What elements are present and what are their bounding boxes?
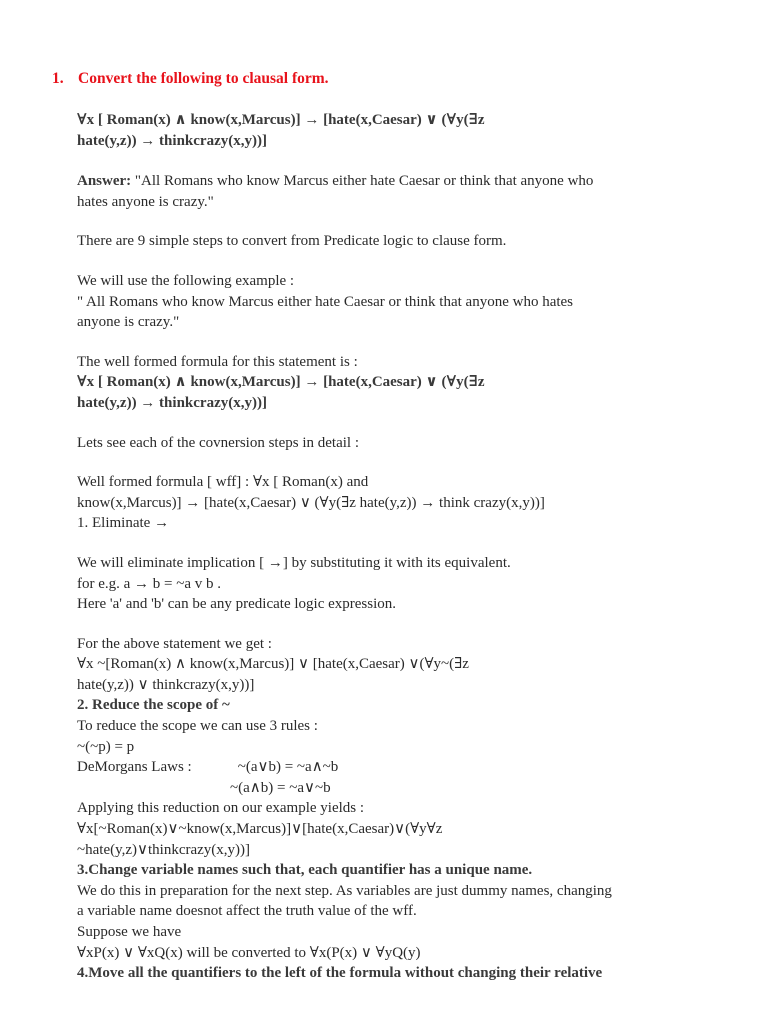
wff-block-line-1: Well formed formula [ wff] : ∀x [ Roman(x) and bbox=[77, 474, 369, 491]
question-number: 1. bbox=[52, 70, 64, 87]
step2-line-2: ~(~p) = p bbox=[77, 738, 135, 755]
step1-line-2: for e.g. a → b = ~a v b . bbox=[77, 575, 222, 592]
question-heading bbox=[52, 69, 329, 90]
applying-line-3: ~hate(y,z)∨thinkcrazy(x,y))] bbox=[77, 841, 251, 858]
demorgan-line-1 bbox=[77, 757, 717, 778]
step3-line-4: ∀xP(x) ∨ ∀xQ(x) will be converted to ∀x(P(x) ∨ ∀yQ(y) bbox=[77, 944, 421, 961]
step4-title: 4.Move all the quantifiers to the left of the formula without changing their relative bbox=[77, 965, 603, 982]
answer-line-1 bbox=[77, 171, 717, 192]
answer-line-2: hates anyone is crazy." bbox=[77, 193, 214, 210]
intro-text: There are 9 simple steps to convert from Predicate logic to clause form. bbox=[77, 233, 507, 250]
question-formula-line-1: ∀x [ Roman(x) ∧ know(x,Marcus)] → [hate(x,Caesar) ∨ (∀y(∃z bbox=[77, 112, 485, 128]
step3-line-1: We do this in preparation for the next step. As variables are just dummy names, changing bbox=[77, 882, 612, 899]
applying-line-1: Applying this reduction on our example yields : bbox=[77, 800, 365, 817]
step3-title: 3.Change variable names such that, each quantifier has a unique name. bbox=[77, 862, 533, 879]
step1-line-1: We will eliminate implication [ →] by substituting it with its equivalent. bbox=[77, 554, 511, 571]
wff-block-line-2: know(x,Marcus)] → [hate(x,Caesar) ∨ (∀y(∃z hate(y,z)) → think crazy(x,y))] bbox=[77, 494, 545, 511]
document-body bbox=[77, 110, 717, 984]
applying-line-2: ∀x[~Roman(x)∨~know(x,Marcus)]∨[hate(x,Caesar)∨(∀y∀z bbox=[77, 821, 443, 838]
question-title: Convert the following to clausal form. bbox=[78, 70, 329, 87]
demorgan-label: DeMorgans Laws : bbox=[77, 759, 192, 776]
example-line-2: " All Romans who know Marcus either hate Caesar or think that anyone who hates bbox=[77, 293, 574, 310]
wff-formula-line-2: hate(y,z)) → thinkcrazy(x,y))] bbox=[77, 394, 267, 411]
example-line-1: We will use the following example : bbox=[77, 272, 295, 289]
lets-see-text: Lets see each of the covnersion steps in detail : bbox=[77, 434, 359, 451]
wff-formula-line-1: ∀x [ Roman(x) ∧ know(x,Marcus)] → [hate(x,Caesar) ∨ (∀y(∃z bbox=[77, 374, 485, 391]
step3-line-3: Suppose we have bbox=[77, 924, 182, 940]
step1-result-line-1: For the above statement we get : bbox=[77, 635, 272, 652]
step1-title: 1. Eliminate → bbox=[77, 515, 170, 532]
step3-line-2: a variable name doesnot affect the truth value of the wff. bbox=[77, 903, 417, 920]
answer-text: "All Romans who know Marcus either hate Caesar or think that anyone who bbox=[131, 173, 594, 190]
wff-intro: The well formed formula for this statement is : bbox=[77, 353, 358, 370]
demorgan-rule-1: ~(a∨b) = ~a∧~b bbox=[237, 759, 339, 776]
step1-result-line-3: hate(y,z)) ∨ thinkcrazy(x,y))] bbox=[77, 676, 255, 693]
question-formula-line-2: hate(y,z)) → thinkcrazy(x,y))] bbox=[77, 132, 267, 149]
step2-title: 2. Reduce the scope of ~ bbox=[77, 697, 230, 714]
step1-result-line-2: ∀x ~[Roman(x) ∧ know(x,Marcus)] ∨ [hate(x,Caesar) ∨(∀y~(∃z bbox=[77, 656, 469, 673]
demorgan-rule-2: ~(a∧b) = ~a∨~b bbox=[230, 779, 331, 796]
step2-line-1: To reduce the scope we can use 3 rules : bbox=[77, 718, 318, 735]
step1-line-3: Here 'a' and 'b' can be any predicate logic expression. bbox=[77, 596, 397, 613]
answer-label: Answer: bbox=[77, 173, 132, 190]
example-line-3: anyone is crazy." bbox=[77, 314, 180, 331]
